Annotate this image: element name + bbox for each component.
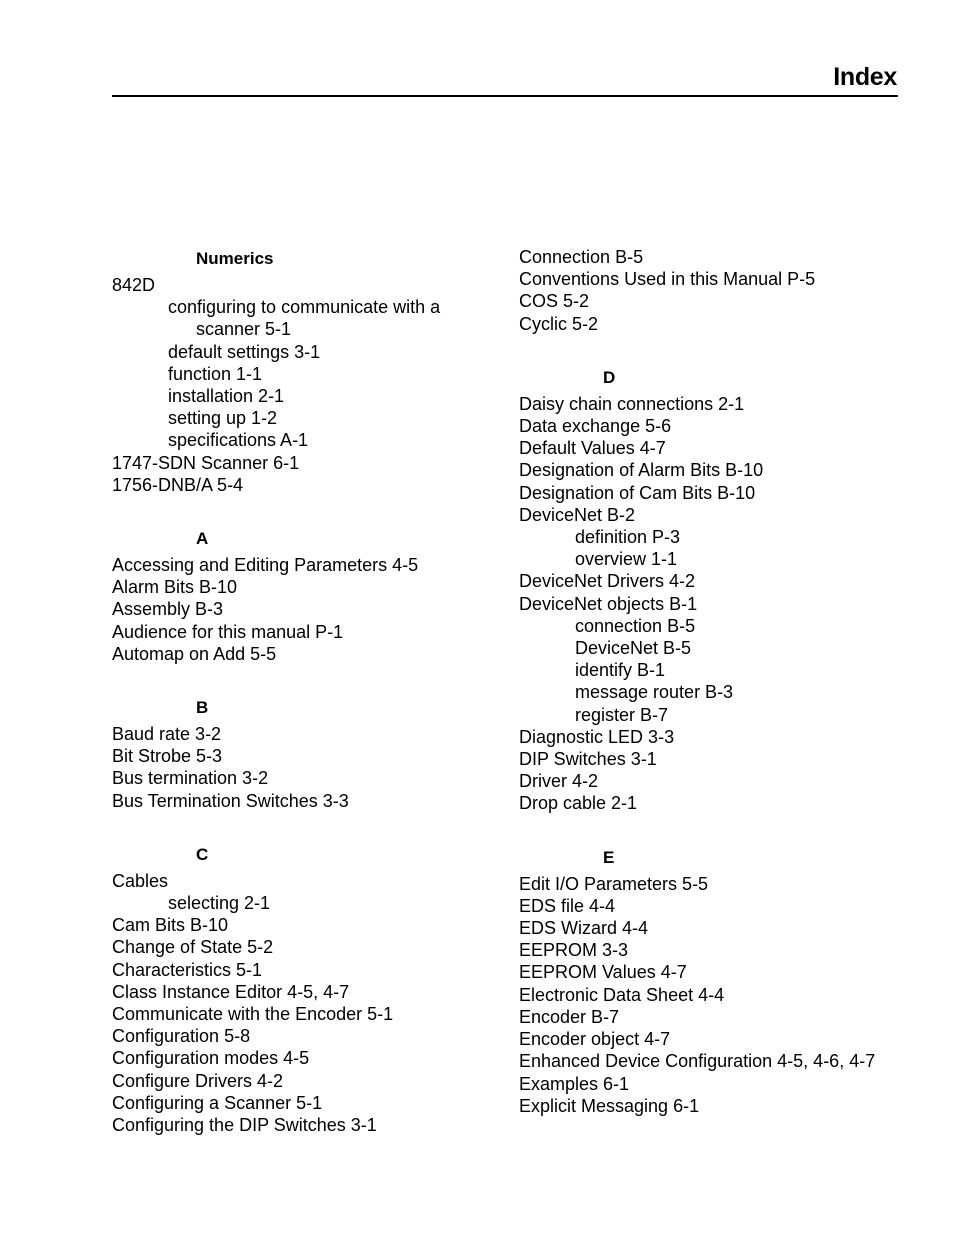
index-entry: EDS file 4-4 — [519, 895, 616, 916]
index-entry: Explicit Messaging 6-1 — [519, 1095, 700, 1116]
title-rule — [112, 95, 898, 97]
index-section — [112, 842, 492, 1136]
index-entry: Configure Drivers 4-2 — [112, 1070, 284, 1091]
index-subentry: specifications A-1 — [168, 430, 309, 451]
index-entry: EDS Wizard 4-4 — [519, 918, 649, 939]
index-entry: Encoder B-7 — [519, 1006, 620, 1027]
index-entry: Baud rate 3-2 — [112, 724, 222, 745]
index-entry: EEPROM Values 4-7 — [519, 962, 687, 983]
index-section — [519, 246, 909, 335]
index-entry: 1756-DNB/A 5-4 — [112, 474, 244, 495]
index-entry: Configuring a Scanner 5-1 — [112, 1092, 323, 1113]
index-entry: Alarm Bits B-10 — [112, 577, 238, 598]
index-subentry: overview 1-1 — [575, 549, 678, 570]
index-entry: 1747-SDN Scanner 6-1 — [112, 452, 300, 473]
index-entry: Daisy chain connections 2-1 — [519, 393, 745, 414]
index-entry: COS 5-2 — [519, 291, 590, 312]
index-section — [112, 695, 492, 812]
index-entry: Enhanced Device Configuration 4-5, 4-6, 4-7 — [519, 1051, 876, 1072]
index-entry: Configuration 5-8 — [112, 1026, 251, 1047]
index-section — [519, 365, 909, 815]
index-entry: Connection B-5 — [519, 247, 644, 267]
index-entry: Configuring the DIP Switches 3-1 — [112, 1115, 377, 1136]
index-subentry: connection B-5 — [575, 615, 696, 636]
index-section — [112, 246, 492, 496]
index-subentry: function 1-1 — [168, 363, 263, 384]
section-heading: B — [196, 698, 209, 718]
section-heading: C — [196, 844, 209, 864]
index-entry: Audience for this manual P-1 — [112, 621, 344, 642]
index-entry: Designation of Alarm Bits B-10 — [519, 460, 764, 481]
index-entry: Default Values 4-7 — [519, 438, 666, 459]
index-entry: Characteristics 5-1 — [112, 959, 263, 980]
section-heading: D — [603, 367, 616, 387]
index-entry: DeviceNet objects B-1 — [519, 593, 698, 614]
index-entry: Bus Termination Switches 3-3 — [112, 790, 349, 811]
index-entry: Designation of Cam Bits B-10 — [519, 482, 756, 503]
index-entry: Drop cable 2-1 — [519, 793, 638, 814]
index-subentry: selecting 2-1 — [168, 893, 271, 914]
index-entry: Accessing and Editing Parameters 4-5 — [112, 555, 419, 576]
index-subentry: DeviceNet B-5 — [575, 638, 692, 659]
index-entry: DIP Switches 3-1 — [519, 749, 657, 770]
section-heading: A — [196, 529, 209, 549]
index-subentry: register B-7 — [575, 704, 669, 725]
index-entry: Change of State 5-2 — [112, 937, 274, 958]
index-entry: 842D — [112, 275, 156, 295]
index-entry: Data exchange 5-6 — [519, 416, 672, 437]
section-heading: E — [603, 847, 615, 867]
index-entry: Automap on Add 5-5 — [112, 643, 277, 664]
index-entry: Electronic Data Sheet 4-4 — [519, 984, 725, 1005]
index-subentry: configuring to communicate with a scanner 5-1 — [168, 297, 441, 340]
index-entry: Diagnostic LED 3-3 — [519, 726, 675, 747]
index-column-right — [519, 246, 909, 1147]
page-title: Index — [833, 63, 897, 91]
index-entry: DeviceNet B-2 — [519, 504, 636, 525]
index-subentry: default settings 3-1 — [168, 341, 321, 362]
index-entry: EEPROM 3-3 — [519, 940, 629, 961]
index-entry: Driver 4-2 — [519, 771, 599, 792]
index-entry: Configuration modes 4-5 — [112, 1048, 310, 1069]
index-section — [112, 526, 492, 665]
index-entry: Bit Strobe 5-3 — [112, 746, 223, 767]
index-subentry: setting up 1-2 — [168, 408, 278, 429]
index-entry: DeviceNet Drivers 4-2 — [519, 571, 696, 592]
index-entry: Conventions Used in this Manual P-5 — [519, 269, 816, 290]
index-entry: Edit I/O Parameters 5-5 — [519, 873, 709, 894]
index-entry: Assembly B-3 — [112, 599, 224, 620]
index-subentry: message router B-3 — [575, 682, 734, 703]
section-heading: Numerics — [196, 249, 274, 268]
index-entry: Cyclic 5-2 — [519, 313, 599, 334]
index-subentry: installation 2-1 — [168, 386, 285, 407]
index-entry: Bus termination 3-2 — [112, 768, 269, 789]
index-entry: Examples 6-1 — [519, 1073, 630, 1094]
index-column-left — [112, 246, 492, 1166]
index-entry: Cam Bits B-10 — [112, 915, 229, 936]
index-entry: Cables — [112, 870, 169, 891]
index-entry: Encoder object 4-7 — [519, 1029, 671, 1050]
index-subentry: identify B-1 — [575, 660, 666, 681]
index-section — [519, 845, 909, 1117]
index-entry: Communicate with the Encoder 5-1 — [112, 1004, 394, 1025]
index-subentry: definition P-3 — [575, 527, 681, 548]
index-entry: Class Instance Editor 4-5, 4-7 — [112, 981, 350, 1002]
